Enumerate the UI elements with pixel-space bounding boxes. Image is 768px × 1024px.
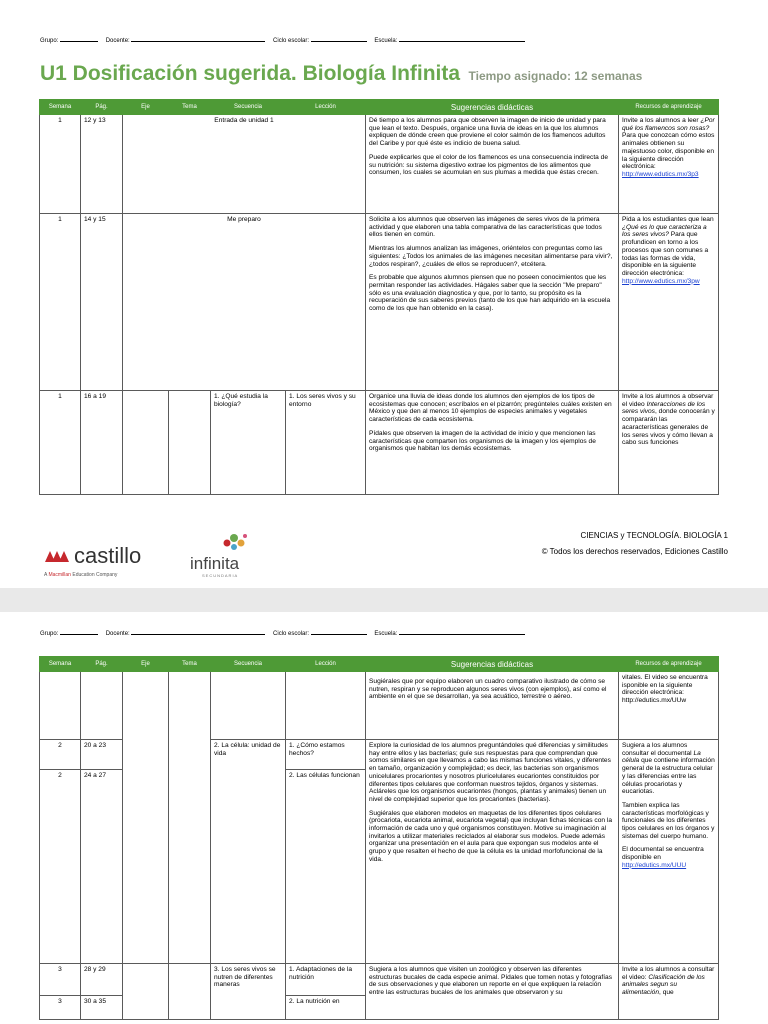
col-tema: Tema — [169, 657, 211, 672]
sugerencia-paragraph: Sugiérales que por equipo elaboren un cuadro comparativo ilustrado de cómo se nutren, respiran y se reproducen algunos seres vivos (con ejemplos), así como el ambiente en el que se desarrollan, ya sea acuático, terrestre o aéreo. — [369, 678, 607, 701]
castillo-logo — [44, 543, 142, 568]
col-sugerencias: Sugerencias didácticas — [366, 100, 619, 115]
sugerencias-cell — [366, 115, 619, 214]
sugerencia-paragraph: Explore la curiosidad de los alumnos preguntándoles qué diferencias y similitudes hay entre ellos y las bacterias; guíe sus respuestas para que comprendan que somos similares en que llevamos a cabo las mismas funciones vitales, y diferentes en tamaño, organización y complejidad; es decir, las bacterias son organismos unicelulares procariontes y nosotros pluricelulares eucariontes constituidos por diferentes tipos celulares que conforman nuestros tejidos, órganos y sistemas. Acláreles que los organismos eucariontes (hongos, plantas y animales) tienen un nivel de complejidad superior que los procariontes (bacterias). — [369, 742, 611, 803]
sugerencia-paragraph: Organice una lluvia de ideas donde los alumnos den ejemplos de los tipos de ecosistemas que conocen; escríbalos en el pizarrón; pregúnteles cuáles existen en México y que den al menos 10 ejemplos de especies animales y vegetales características de cada ecosistema. — [369, 393, 612, 424]
docente-label: Docente: — [105, 38, 130, 44]
recursos-cell — [619, 740, 719, 964]
infinita-flower-icon — [214, 532, 254, 554]
col-secuencia: Secuencia — [211, 657, 286, 672]
semana-cell: 2 — [40, 740, 81, 770]
dosificacion-table — [39, 99, 719, 495]
pag-cell: 30 a 35 — [81, 996, 123, 1020]
col-secuencia: Secuencia — [211, 100, 286, 115]
recursos-title: ¿Qué es lo que caracteriza a los seres vivos? — [622, 223, 707, 239]
escuela-field[interactable] — [399, 35, 525, 42]
title-main: U1 Dosificación sugerida. Biología Infinita — [40, 62, 461, 85]
span-cell: Me preparo — [123, 214, 366, 391]
col-eje: Eje — [123, 100, 169, 115]
footer-rights: © Todos los derechos reservados, Ediciones Castillo — [541, 547, 728, 556]
recursos-text: Invite a los alumnos a consultar el video: — [622, 966, 715, 981]
sugerencias-cell — [366, 964, 619, 1020]
infinita-logo — [190, 532, 260, 576]
eje-cell — [123, 964, 169, 1020]
header-fields — [40, 35, 531, 44]
recursos-text: Pida a los estudiantes que lean — [622, 216, 714, 223]
secuencia-cell: 1. ¿Qué estudia la biología? — [211, 391, 286, 495]
pag-cell: 20 a 23 — [81, 740, 123, 770]
secuencia-cell: 2. La célula: unidad de vida — [211, 740, 286, 964]
col-recursos: Recursos de aprendizaje — [619, 100, 719, 115]
sugerencias-cell — [366, 740, 619, 964]
sugerencia-paragraph: Puede explicarles que el color de los flamencos es una consecuencia indirecta de su nutrición: su sistema digestivo extrae los pigmentos de los alimentos que consumen, los cuales se acumulan en sus plumas a medida que éstas crecen. — [369, 153, 608, 177]
tema-cell — [169, 672, 211, 964]
leccion-cell: 1. ¿Cómo estamos hechos? — [286, 740, 366, 770]
recursos-text: , donde conocerán y compararán las acaracterísticas generales de los seres vivos y cómo llevan a cabo sus funciones — [622, 408, 715, 447]
grupo-label: Grupo: — [40, 38, 59, 44]
secuencia-cell — [211, 672, 286, 740]
infinita-subtitle: SECUNDARIA — [202, 573, 239, 578]
grupo-field[interactable] — [60, 35, 98, 42]
footer-subject: CIENCIAS y TECNOLOGÍA. BIOLOGÍA 1 — [580, 531, 728, 540]
escuela-label: Escuela: — [374, 631, 398, 637]
recursos-title: Interacciones de los seres vivos — [622, 400, 706, 416]
escuela-label: Escuela: — [374, 38, 398, 44]
docente-field[interactable] — [131, 35, 265, 42]
recursos-paragraph: Tambien explica las características morfológicas y funcionales de los diferentes tipos celulares en los órganos y sistemas del cuerpo humano. — [622, 801, 715, 840]
eje-cell — [123, 391, 169, 495]
ciclo-label: Ciclo escolar: — [273, 38, 310, 44]
recursos-link[interactable]: http://www.edutics.mx/3pw — [622, 277, 700, 285]
ciclo-label: Ciclo escolar: — [273, 631, 310, 637]
title-sub: Tiempo asignado: 12 semanas — [468, 69, 643, 83]
castillo-wordmark: castillo — [74, 543, 142, 568]
pag-cell: 14 y 15 — [81, 214, 123, 391]
header-fields — [40, 628, 531, 637]
docente-field[interactable] — [131, 628, 265, 635]
recursos-text: Invite a los alumnos a observar el video — [622, 393, 714, 408]
table-row — [40, 391, 719, 495]
sugerencia-paragraph: Sugiera a los alumnos que visiten un zoológico y observen las diferentes estructuras bucales de cada especie animal. Pídales que tomen notas y fotografías de sus observaciones y que elaboren un reporte en el que expliquen la relación entre las estructuras bucales de los animales que observaron y su — [369, 966, 613, 997]
recursos-cell — [619, 214, 719, 391]
secuencia-cell: 3. Los seres vivos se nutren de diferentes maneras — [211, 964, 286, 1020]
table-row — [40, 672, 719, 740]
span-cell: Entrada de unidad 1 — [123, 115, 366, 214]
recursos-title: ¿Por qué los flamencos son rosas? — [622, 117, 715, 132]
grupo-field[interactable] — [60, 628, 98, 635]
table-row — [40, 214, 719, 391]
tagline-text: Education Company — [70, 572, 118, 578]
recursos-text: Para que profundicen en torno a los procesos que son comunes a todas las formas de vida, disponible en la siguiente dirección electrónica: — [622, 231, 709, 277]
col-recursos: Recursos de aprendizaje — [619, 657, 719, 672]
recursos-cell — [619, 115, 719, 214]
semana-cell — [40, 672, 81, 740]
leccion-cell: 1. Los seres vivos y su entorno — [286, 391, 366, 495]
recursos-text: Sugiera a los alumnos consultar el documental — [622, 742, 694, 757]
sugerencias-cell — [366, 672, 619, 740]
tagline-macmillan: Macmillan — [48, 572, 71, 578]
castillo-mark-icon — [44, 548, 70, 564]
recursos-title: La célula — [622, 749, 701, 765]
tema-cell — [169, 391, 211, 495]
recursos-title: Clasificación de los animales segun su alimentación — [622, 973, 705, 997]
page-footer — [542, 528, 728, 560]
table-header-row — [40, 100, 719, 115]
recursos-paragraph: El documental se encuentra disponible en — [622, 846, 704, 862]
col-leccion: Lección — [286, 100, 366, 115]
page-title — [40, 62, 642, 86]
table-header-row — [40, 657, 719, 672]
infinita-wordmark: infinita — [190, 554, 240, 573]
sugerencia-paragraph: Sugiérales que elaboren modelos en maquetas de los diferentes tipos celulares (procariota, eucariota animal, eucariota vegetal) que incluyan fichas técnicas con la información de cada uno y qué organismos constituyen. Motive su imaginación al invitarlos a utilizar materiales reciclados al elaborar sus modelos. Puede además organizar una presentación en el aula para que expongan sus modelos ante el grupo y que resalten el hecho de que la célula es la unidad morfofuncional de la vida. — [369, 809, 613, 863]
tema-cell — [169, 964, 211, 1020]
leccion-cell: 2. Las células funcionan — [286, 770, 366, 964]
recursos-link[interactable]: http://edutics.mx/UUU — [622, 861, 687, 869]
dosificacion-table — [39, 656, 719, 1020]
recursos-text: vitales. El video se encuentra isponible en la siguiente dirección electrónica: http://edutics.mx/UUw — [622, 674, 708, 705]
sugerencia-paragraph: Solicite a los alumnos que observen las imágenes de seres vivos de la primera actividad y que elaboren una tabla comparativa de las características que todos ellos tienen en común. — [369, 216, 602, 239]
semana-cell: 3 — [40, 996, 81, 1020]
castillo-tagline — [44, 572, 117, 578]
semana-cell: 1 — [40, 214, 81, 391]
col-semana: Semana — [40, 100, 81, 115]
ciclo-field[interactable] — [311, 35, 367, 42]
recursos-text: Para que conozcan cómo estos animales obtienen su majestuoso color, disponible en la siguiente dirección electrónica: — [622, 132, 715, 171]
grupo-label: Grupo: — [40, 631, 59, 637]
recursos-link[interactable]: http://www.edutics.mx/3p3 — [622, 170, 699, 178]
pag-cell: 12 y 13 — [81, 115, 123, 214]
semana-cell: 1 — [40, 391, 81, 495]
col-leccion: Lección — [286, 657, 366, 672]
sugerencia-paragraph: Es probable que algunos alumnos piensen que no poseen conocimientos que les permitan responder las actividades. Hágales saber que la sección "Me preparo" sólo es una evaluación diagnostica y que, por lo tanto, su propósito es la recuperación de sus saberes previos (tanto de los que han adquirido en la escuela como de los que han obtenido en la casa). — [369, 274, 611, 313]
col-pag: Pág. — [81, 100, 123, 115]
tagline-text: A — [44, 572, 49, 578]
leccion-cell — [286, 672, 366, 740]
ciclo-field[interactable] — [311, 628, 367, 635]
pag-cell: 24 a 27 — [81, 770, 123, 964]
col-tema: Tema — [169, 100, 211, 115]
recursos-cell — [619, 391, 719, 495]
leccion-cell: 2. La nutrición en — [286, 996, 366, 1020]
recursos-cell — [619, 964, 719, 1020]
eje-cell — [123, 672, 169, 964]
recursos-text: Invite a los alumnos a leer — [622, 117, 701, 124]
col-sugerencias: Sugerencias didácticas — [366, 657, 619, 672]
sugerencia-paragraph: Dé tiempo a los alumnos para que observen la imagen de inicio de unidad y para que lean el texto. Después, organice una lluvia de ideas en la que los alumnos expliquen de dónde creen que proviene el color salmón de los flamencos adultos del Caribe y por qué éste es indicio de buena salud. — [369, 117, 606, 148]
table-row — [40, 115, 719, 214]
col-semana: Semana — [40, 657, 81, 672]
recursos-text: que contiene información general de la estructura celular y las diferencias entre las células procariotas y eucariotas. — [622, 757, 715, 796]
pag-cell: 16 a 19 — [81, 391, 123, 495]
docente-label: Docente: — [105, 631, 130, 637]
pag-cell — [81, 672, 123, 740]
table-row — [40, 964, 719, 996]
semana-cell: 1 — [40, 115, 81, 214]
recursos-cell — [619, 672, 719, 740]
document-page-2 — [0, 600, 768, 1024]
leccion-cell: 1. Adaptaciones de la nutrición — [286, 964, 366, 996]
sugerencias-cell — [366, 214, 619, 391]
col-eje: Eje — [123, 657, 169, 672]
sugerencia-paragraph: Pídales que observen la imagen de la actividad de inicio y que mencionen las características que comparten los organismos de la imagen y los ejemplos de organismos que habitan los demás ecosistemas. — [369, 429, 596, 453]
recursos-text: , que — [659, 989, 674, 997]
sugerencia-paragraph: Mientras los alumnos analizan las imágenes, oriéntelos con preguntas como las siguientes: ¿Todos los animales de las imágenes necesitan alimentarse para vivir?, ¿todos respiran?, ¿cuáles de ellos se reproducen?, etcétera. — [369, 245, 613, 268]
sugerencias-cell — [366, 391, 619, 495]
semana-cell: 3 — [40, 964, 81, 996]
pag-cell: 28 y 29 — [81, 964, 123, 996]
escuela-field[interactable] — [399, 628, 525, 635]
semana-cell: 2 — [40, 770, 81, 964]
col-pag: Pág. — [81, 657, 123, 672]
